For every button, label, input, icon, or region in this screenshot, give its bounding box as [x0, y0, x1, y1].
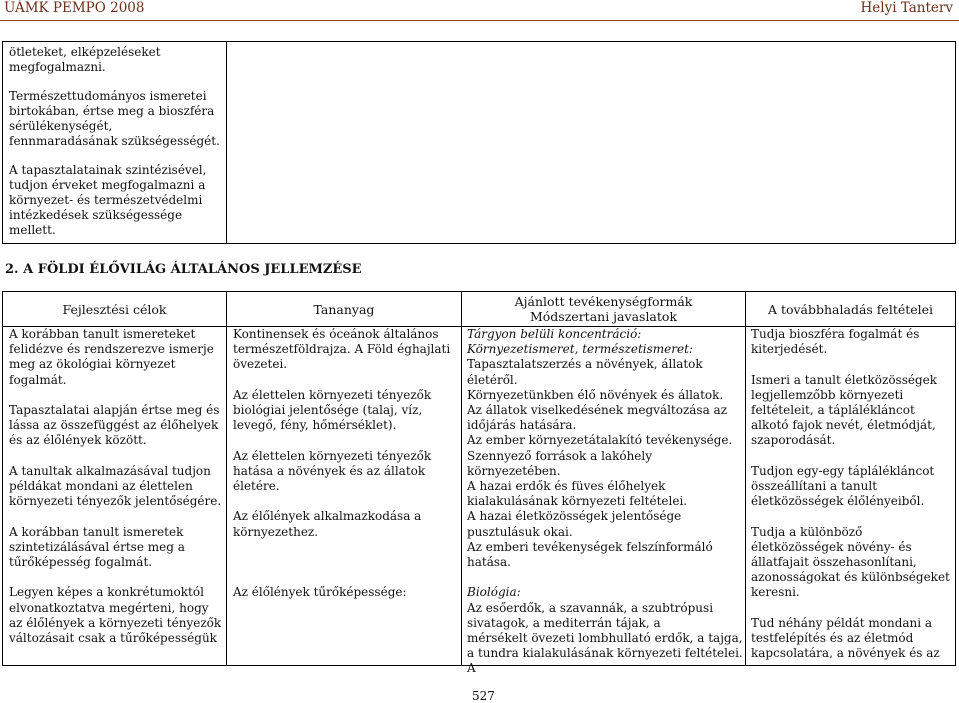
biology-title: Biológia: — [467, 585, 521, 600]
header-progression — [746, 292, 955, 326]
continuation-paragraph: Természettudományos ismeretei birtokában, értse meg a bioszféra sérülékenységét, fennmaradásának szükségességét. — [9, 89, 220, 148]
biology-line: Az esőerdők, a szavannák, a szubtrópusi sivatagok, a mediterrán tájak, a — [467, 600, 714, 630]
goal-paragraph: Tapasztalatai alapján értse meg és lássa az összefüggést az élőhelyek és az élőlények között. — [9, 403, 220, 448]
activity-line: Tapasztalatszerzés a növények, állatok életéről. — [467, 357, 703, 387]
column-divider — [461, 292, 462, 665]
progression-paragraph: Tudja a különböző életközösségek növény- és állatfajait összehasonlítani, azonosságokat és különbségeket keresni. — [751, 524, 950, 600]
progression-cell — [751, 327, 953, 677]
activity-line: Az emberi tevékenységek felszínformáló hatása. — [467, 539, 713, 570]
page-header — [0, 0, 959, 20]
environment-subject-title: Környezetismeret, természetismeret: — [467, 342, 693, 357]
activity-line: Az ember környezetátalakító tevékenysége. — [467, 433, 733, 448]
concentration-title: Tárgyon belüli koncentráció: — [467, 327, 642, 341]
header-development-goals-label: Fejlesztési célok — [62, 301, 167, 317]
curriculum-paragraph: Az élettelen környezeti tényezők hatása a növények és az állatok életére. — [233, 448, 432, 493]
header-activities-line2: Módszertani javaslatok — [529, 309, 678, 324]
continuation-cell — [9, 45, 221, 237]
progression-paragraph: Ismeri a tanult életközösségek legjellemzőbb környezeti feltételeit, a táplálékláncot alkotó fajok nevét, életmódját, szaporodását. — [751, 372, 938, 448]
activity-line: A hazai erdők és füves élőhelyek kialakulásának környezeti feltételei. — [467, 479, 688, 509]
activity-line: Környezetünkben élő növények és állatok. — [467, 387, 724, 402]
header-rule — [0, 20, 959, 21]
header-right-title: Helyi Tanterv — [860, 0, 953, 16]
curriculum-table — [2, 291, 956, 676]
header-activities-line1: Ajánlott tevékenységformák — [514, 294, 693, 309]
goal-paragraph: A tanultak alkalmazásával tudjon példákat mondani az élettelen környezeti tényezők jelentőségére. — [9, 463, 222, 509]
curriculum-paragraph: Az élettelen környezeti tényezők biológiai jelentősége (talaj, víz, levegő, fény, hőmérséklet). — [233, 387, 432, 433]
continuation-table-divider — [226, 42, 227, 243]
continuation-paragraph: A tapasztalatainak szintézisével, tudjon érveket megfogalmazni a környezet- és természetvédelmi intézkedések szükségessége mellett. — [9, 163, 207, 237]
biology-line: mérsékelt övezeti lombhullató erdők, a tajga, a tundra kialakulásának környezeti feltételei. A — [467, 631, 743, 676]
curriculum-cell — [233, 327, 457, 616]
header-left-title: ÚÁMK PEMPO 2008 — [4, 0, 145, 16]
continuation-paragraph: ötleteket, elképzeléseket megfogalmazni. — [9, 45, 161, 74]
header-curriculum-label: Tananyag — [313, 301, 375, 317]
development-goals-cell — [9, 327, 222, 661]
curriculum-paragraph: Az élőlények alkalmazkodása a környezethez. — [233, 509, 422, 539]
goal-paragraph: A korábban tanult ismereteket felidézve és rendszerezve ismerje meg az ökológiai környezet fogalmát. — [9, 327, 214, 387]
activities-cell — [467, 327, 743, 677]
goal-paragraph: Legyen képes a konkrétumoktól elvonatkoztatva megérteni, hogy az élőlények a környezeti tényezők változásait csak a tűrőképességük — [9, 585, 222, 645]
curriculum-paragraph: Kontinensek és óceánok általános természetföldrajza. A Föld éghajlati övezetei. — [233, 327, 451, 372]
spacer — [467, 570, 743, 585]
continuation-table — [2, 41, 956, 244]
activity-line: A hazai életközösségek jelentősége pusztulásuk okai. — [467, 509, 682, 539]
section-heading: 2. A FÖLDI ÉLŐVILÁG ÁLTALÁNOS JELLEMZÉSE — [5, 262, 362, 277]
curriculum-paragraph: Az élőlények tűrőképessége: — [233, 585, 407, 600]
column-divider — [745, 292, 746, 665]
header-development-goals — [3, 292, 226, 326]
column-divider — [226, 292, 227, 665]
activity-line: Az állatok viselkedésének megváltozása az időjárás hatására. — [467, 403, 728, 433]
page-number: 527 — [472, 689, 495, 703]
progression-paragraph: Tudja bioszféra fogalmát és kiterjedését. — [751, 327, 920, 357]
header-curriculum — [227, 292, 461, 326]
progression-paragraph: Tudjon egy-egy táplálékláncot összeállítani a tanult életközösségek élőlényeiből. — [751, 463, 935, 509]
activity-line: Szennyező források a lakóhely környezetében. — [467, 448, 653, 478]
header-activities — [462, 292, 745, 326]
progression-paragraph: Tud néhány példát mondani a testfelépítés és az életmód kapcsolatára, a növények és az — [751, 615, 940, 661]
header-progression-label: A továbbhaladás feltételei — [767, 301, 934, 317]
goal-paragraph: A korábban tanult ismeretek szintetizálásával értse meg a tűrőképesség fogalmát. — [9, 524, 185, 569]
